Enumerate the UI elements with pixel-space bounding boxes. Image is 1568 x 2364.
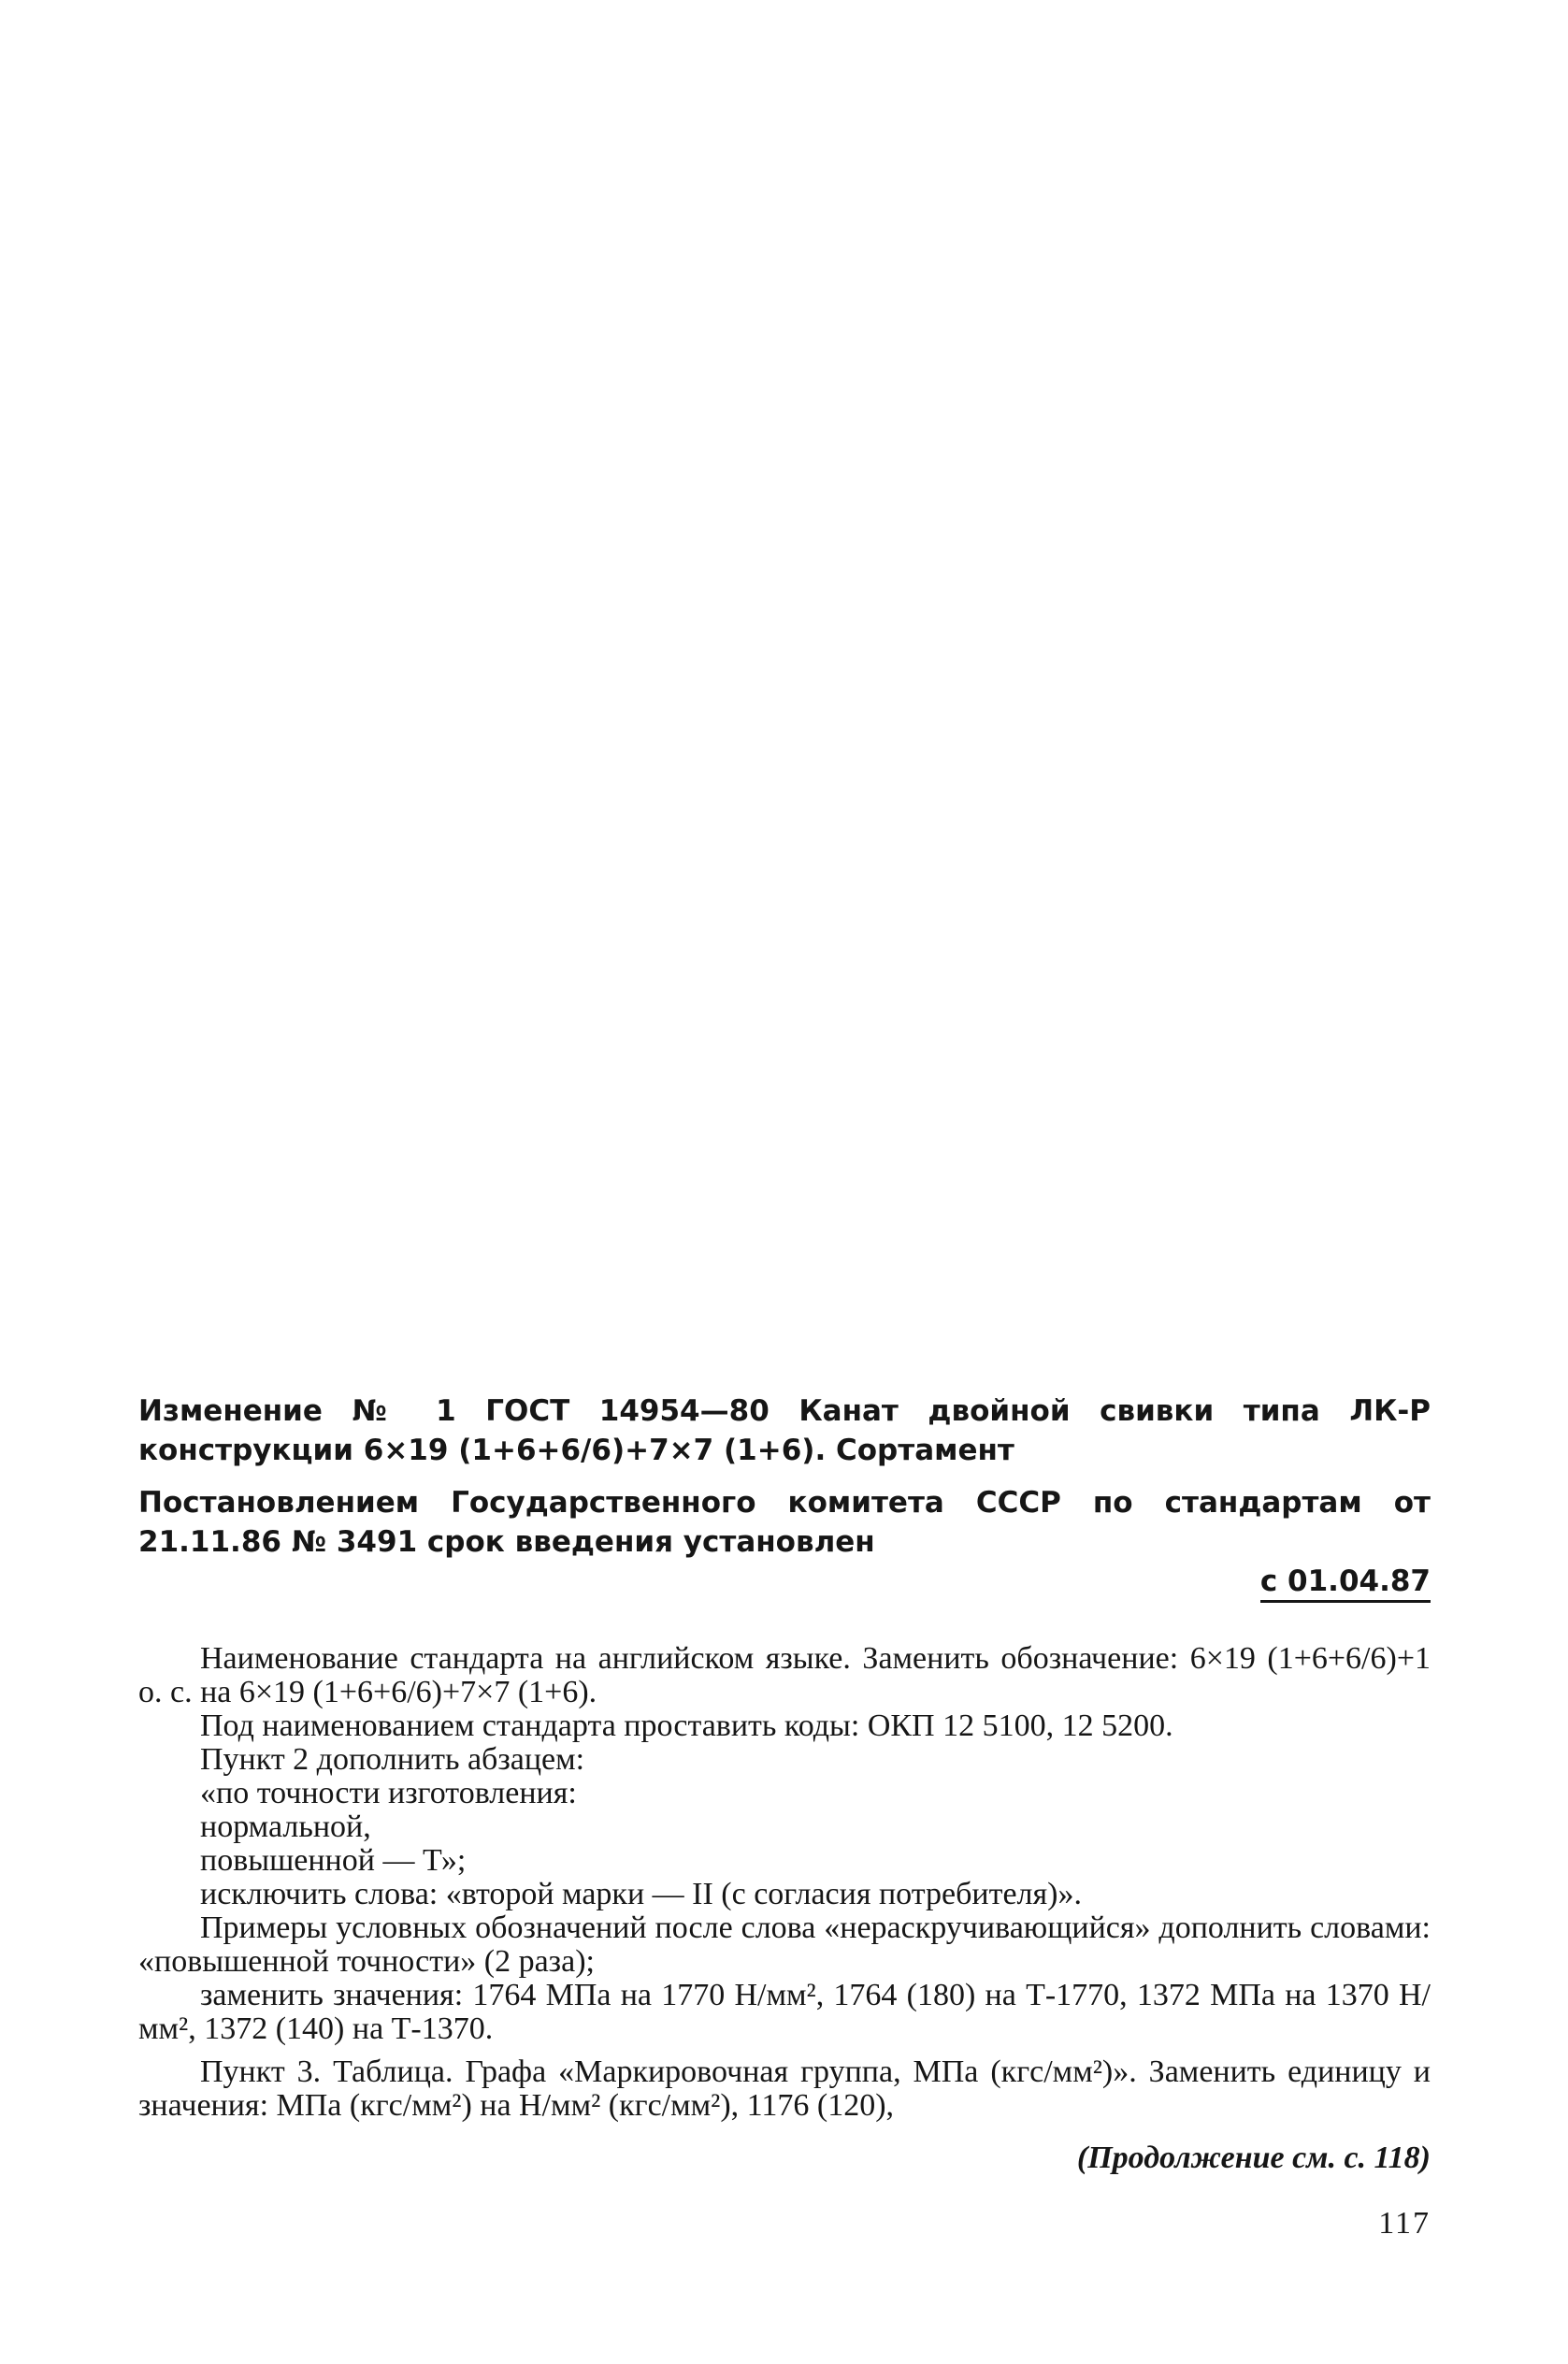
paragraph-9: заменить значения: 1764 МПа на 1770 Н/мм², 1764 (180) на Т-1770, 1372 МПа на 1370 Н/мм², 1372 (140) на Т-1370. bbox=[138, 1978, 1431, 2046]
paragraph-5: нормальной, bbox=[200, 1809, 371, 1844]
document-page bbox=[138, 1391, 1431, 2242]
page-number: 117 bbox=[1378, 2206, 1431, 2241]
paragraph-4: «по точности изготовления: bbox=[200, 1776, 577, 1810]
decree-text: Постановлением Государственного комитета СССР по стандартам от 21.11.86 № 3491 срок введения установлен bbox=[138, 1486, 1431, 1559]
continuation-note: (Продолжение см. с. 118) bbox=[1076, 2141, 1431, 2175]
paragraph-8: Примеры условных обозначений после слова «нераскручивающийся» дополнить словами: «повышенной точности» (2 раза); bbox=[138, 1910, 1431, 1979]
paragraph-10: Пункт 3. Таблица. Графа «Маркировочная группа, МПа (кгс/мм²)». Заменить единицу и значения: МПа (кгс/мм²) на Н/мм² (кгс/мм²), 1176 (120), bbox=[138, 2054, 1431, 2123]
effective-date: с 01.04.87 bbox=[1260, 1564, 1431, 1603]
paragraph-3: Пункт 2 дополнить абзацем: bbox=[200, 1742, 585, 1777]
amendment-title: Изменение № 1 ГОСТ 14954—80 Канат двойной свивки типа ЛК-Р конструкции 6×19 (1+6+6/6)+7×7 (1+6). Сортамент bbox=[138, 1394, 1431, 1467]
paragraph-2: Под наименованием стандарта проставить коды: ОКП 12 5100, 12 5200. bbox=[200, 1708, 1173, 1743]
paragraph-1: Наименование стандарта на английском языке. Заменить обозначение: 6×19 (1+6+6/6)+1 о. с. на 6×19 (1+6+6/6)+7×7 (1+6). bbox=[138, 1641, 1431, 1709]
effective-date-line bbox=[138, 1562, 1431, 1601]
amendment-body bbox=[138, 1642, 1431, 2123]
paragraph-7: исключить слова: «второй марки — II (с согласия потребителя)». bbox=[200, 1877, 1082, 1911]
paragraph-6: повышенной — Т»; bbox=[200, 1843, 467, 1878]
